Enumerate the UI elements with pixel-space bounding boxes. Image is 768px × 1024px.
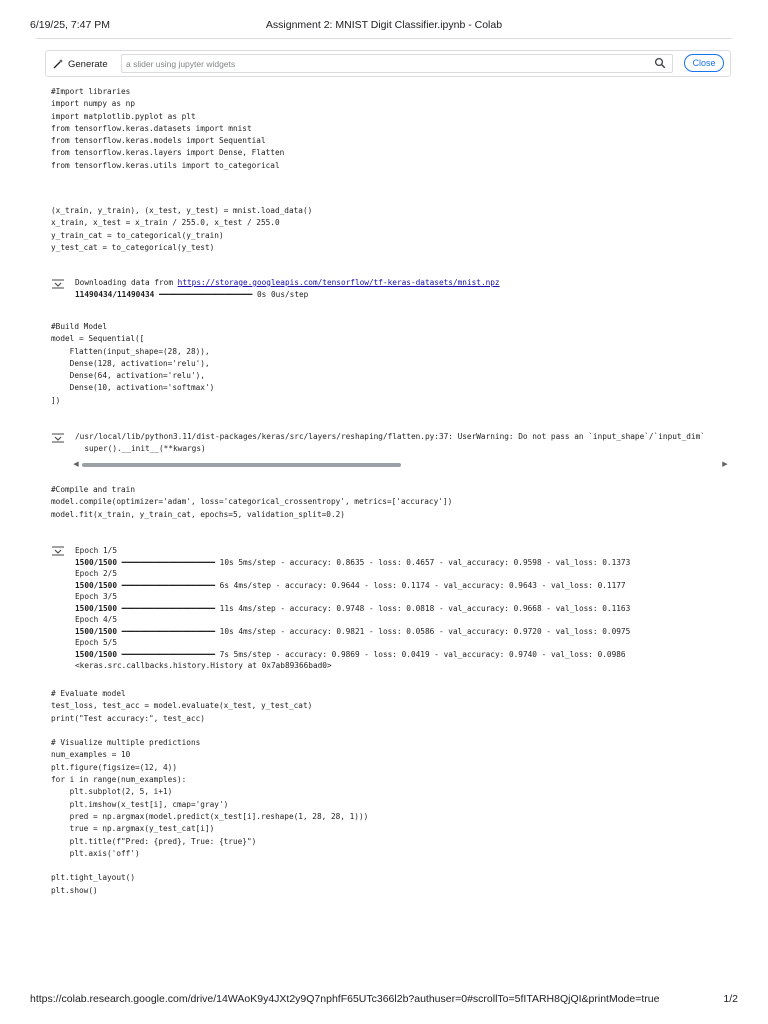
epoch-progress-bar: ━━━━━━━━━━━━━━━━━━━━: [121, 603, 215, 613]
output-toggle-icon[interactable]: [51, 279, 65, 289]
generate-button[interactable]: [52, 55, 108, 73]
epoch-stats: 6s 4ms/step - accuracy: 0.9644 - loss: 0.1174 - val_accuracy: 0.9643 - val_loss: 0.1177: [215, 580, 626, 590]
epoch-label: Epoch 2/5: [75, 569, 117, 578]
epoch-progress-line: [75, 580, 735, 592]
print-page-title: Assignment 2: MNIST Digit Classifier.ipynb - Colab: [265, 19, 503, 31]
epoch-label: Epoch 5/5: [75, 638, 117, 647]
epoch-stats: 11s 4ms/step - accuracy: 0.9748 - loss: 0.0818 - val_accuracy: 0.9668 - val_loss: 0.1163: [215, 603, 631, 613]
download-timing: 0s 0us/step: [252, 289, 309, 299]
generate-prompt-input[interactable]: [122, 55, 642, 72]
code-cell-compile-train[interactable]: #Compile and train model.compile(optimizer='adam', loss='categorical_crossentropy', metrics=['accuracy']) model.fit(x_train, y_train_cat, epochs=5, validation_split=0.2): [51, 485, 453, 519]
training-result: <keras.src.callbacks.history.History at 0x7ab89366bad0>: [75, 661, 332, 670]
warning-line-1: /usr/local/lib/python3.11/dist-packages/keras/src/layers/reshaping/flatten.py:37: UserWarning: Do not pass an `input_shape`/`input_dim`: [75, 432, 705, 441]
code-cell-imports[interactable]: #Import libraries import numpy as np import matplotlib.pyplot as plt from tensorflow.keras.datasets import mnist from tensorflow.keras.models import Sequential from tensorflow.keras.layers import Dense, Flatten from tensorflow.keras.utils import to_categorical: [51, 87, 285, 170]
output-toggle-icon[interactable]: [51, 433, 65, 443]
output-training-log: [75, 545, 735, 672]
epoch-progress-bar: ━━━━━━━━━━━━━━━━━━━━: [121, 557, 215, 567]
warning-line-2: super().__init__(**kwargs): [75, 443, 206, 453]
search-icon[interactable]: [654, 57, 666, 69]
epoch-progress-line: [75, 626, 735, 638]
download-url-link[interactable]: https://storage.googleapis.com/tensorflow/tf-keras-datasets/mnist.npz: [177, 278, 500, 287]
magic-wand-icon: [52, 58, 64, 70]
epoch-steps: 1500/1500: [75, 557, 117, 567]
epoch-progress-bar: ━━━━━━━━━━━━━━━━━━━━: [121, 649, 215, 659]
output-warning: [75, 431, 725, 454]
download-line: [75, 277, 735, 289]
print-header: [30, 19, 738, 33]
epoch-progress-bar: ━━━━━━━━━━━━━━━━━━━━: [121, 580, 215, 590]
download-prefix: Downloading data from: [75, 278, 178, 287]
close-button[interactable]: Close: [684, 54, 724, 72]
epoch-progress-bar: ━━━━━━━━━━━━━━━━━━━━: [121, 626, 215, 636]
generate-input-box: [121, 54, 673, 73]
print-url: https://colab.research.google.com/drive/14WAoK9y4JXt2y9Q7nphfF65UTc366l2b?authuser=0#scrollTo=5fITARH8QjQI&printMode=true: [30, 993, 660, 1005]
code-cell-load-data[interactable]: (x_train, y_train), (x_test, y_test) = mnist.load_data() x_train, x_test = x_train / 255.0, x_test / 255.0 y_train_cat = to_categorical(y_train) y_test_cat = to_categorical(y_test): [51, 206, 313, 252]
epoch-stats: 7s 5ms/step - accuracy: 0.9869 - loss: 0.0419 - val_accuracy: 0.9740 - val_loss: 0.0986: [215, 649, 626, 659]
download-progress: 11490434/11490434: [75, 289, 155, 299]
epoch-stats: 10s 5ms/step - accuracy: 0.8635 - loss: 0.4657 - val_accuracy: 0.9598 - val_loss: 0.1373: [215, 557, 631, 567]
epoch-label: Epoch 4/5: [75, 615, 117, 624]
epoch-steps: 1500/1500: [75, 649, 117, 659]
download-progress-line: [75, 289, 735, 301]
scroll-right-arrow-icon[interactable]: ▶: [722, 461, 728, 468]
scrollbar-track[interactable]: [82, 463, 719, 467]
output-download: [75, 277, 735, 300]
output-horizontal-scrollbar[interactable]: [72, 460, 729, 470]
download-progress-bar: ━━━━━━━━━━━━━━━━━━━━: [159, 289, 253, 299]
epoch-progress-line: [75, 557, 735, 569]
code-cell-build-model[interactable]: #Build Model model = Sequential([ Flatten(input_shape=(28, 28)), Dense(128, activation='relu'), Dense(64, activation='relu'), Dense(10, activation='softmax') ]): [51, 322, 215, 405]
scrollbar-thumb[interactable]: [82, 463, 401, 467]
epoch-stats: 10s 4ms/step - accuracy: 0.9821 - loss: 0.0586 - val_accuracy: 0.9720 - val_loss: 0.0975: [215, 626, 631, 636]
epoch-progress-line: [75, 603, 735, 615]
scroll-left-arrow-icon[interactable]: ◀: [73, 461, 79, 468]
epoch-steps: 1500/1500: [75, 603, 117, 613]
epoch-progress-line: [75, 649, 735, 661]
epoch-steps: 1500/1500: [75, 626, 117, 636]
epoch-label: Epoch 1/5: [75, 546, 117, 555]
epoch-steps: 1500/1500: [75, 580, 117, 590]
epoch-label: Epoch 3/5: [75, 592, 117, 601]
generate-button-label: Generate: [68, 58, 108, 70]
divider: [36, 38, 732, 39]
print-footer: [30, 993, 738, 1007]
generate-bar: [45, 50, 731, 77]
print-page-number: 1/2: [723, 993, 738, 1005]
print-datetime: 6/19/25, 7:47 PM: [30, 19, 110, 31]
output-toggle-icon[interactable]: [51, 546, 65, 556]
code-cell-evaluate-visualize[interactable]: # Evaluate model test_loss, test_acc = model.evaluate(x_test, y_test_cat) print("Test accuracy:", test_acc) # Visualize multiple predictions num_examples = 10 plt.figure(figsize=(12, 4)) for i in range(num_examples): plt.subplot(2, 5, i+1) plt.imshow(x_test[i], cmap='gray') pred = np.argmax(model.predict(x_test[i].reshape(1, 28, 28, 1))) true = np.argmax(y_test_cat[i]) plt.title(f"Pred: {pred}, True: {true}") plt.axis('off') plt.tight_layout() plt.show(): [51, 689, 369, 895]
